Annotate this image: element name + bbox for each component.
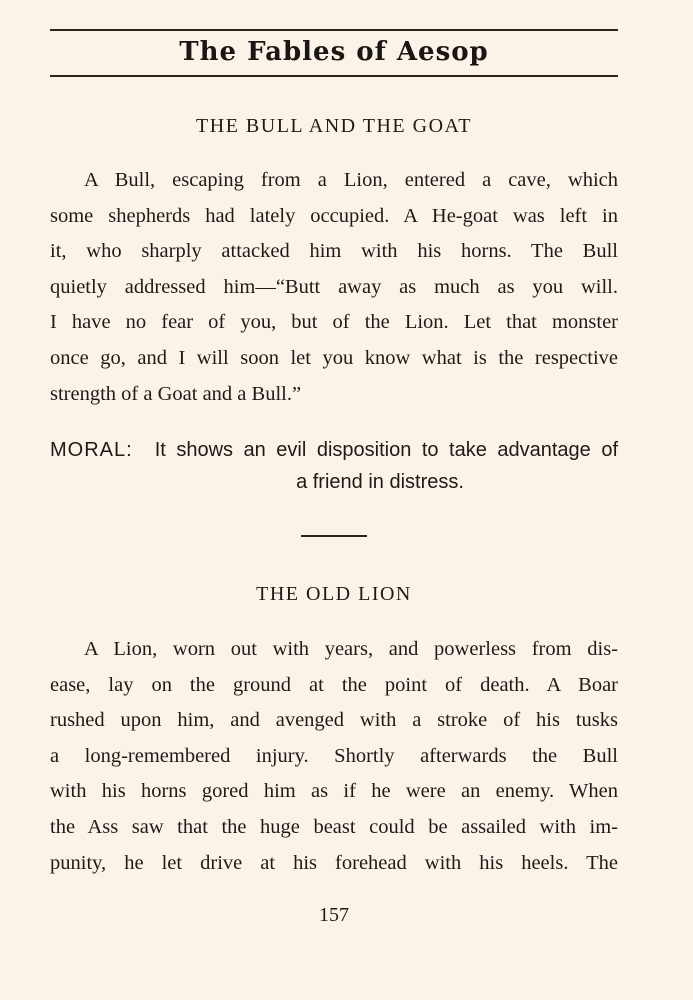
- text-line: I have no fear of you, but of the Lion. Let that monster: [50, 311, 618, 334]
- text-line: A Bull, escaping from a Lion, entered a cave, which: [84, 169, 618, 191]
- text-line: once go, and I will soon let you know what is the respective: [50, 346, 618, 369]
- moral-block: [50, 434, 618, 498]
- text-line: some shepherds had lately occupied. A He-goat was left in: [50, 204, 618, 227]
- text-line: with his horns gored him as if he were an enemy. When: [50, 780, 618, 803]
- text-line: quietly addressed him—“Butt away as much as you will.: [50, 275, 618, 298]
- text-line: the Ass saw that the huge beast could be assailed with im-: [50, 815, 618, 838]
- text-line: rushed upon him, and avenged with a stroke of his tusks: [50, 709, 618, 732]
- section-divider: [301, 535, 367, 537]
- text-line: A Lion, worn out with years, and powerless from dis-: [84, 638, 618, 660]
- moral-label: MORAL:: [50, 439, 133, 461]
- fable-body-old-lion: [50, 632, 618, 881]
- text-line: strength of a Goat and a Bull.”: [50, 382, 302, 405]
- moral-line: [50, 434, 618, 466]
- running-head: The Fables of Aesop: [179, 37, 489, 67]
- header-rule-top: [50, 29, 618, 31]
- fable-body-bull-and-goat: [50, 163, 618, 412]
- text-line: a long-remembered injury. Shortly afterwards the Bull: [50, 744, 618, 767]
- text-line: it, who sharply attacked him with his horns. The Bull: [50, 240, 618, 263]
- moral-text: It shows an evil disposition to take advantage of: [154, 439, 618, 461]
- text-line: ease, lay on the ground at the point of death. A Boar: [50, 673, 618, 696]
- header-rule-bottom: [50, 75, 618, 77]
- page-number: 157: [319, 904, 349, 926]
- moral-text: a friend in distress.: [296, 471, 464, 493]
- text-line: punity, he let drive at his forehead with his heels. The: [50, 851, 618, 874]
- fable-title-bull-and-goat: THE BULL AND THE GOAT: [196, 115, 472, 137]
- fable-title-old-lion: THE OLD LION: [256, 583, 412, 605]
